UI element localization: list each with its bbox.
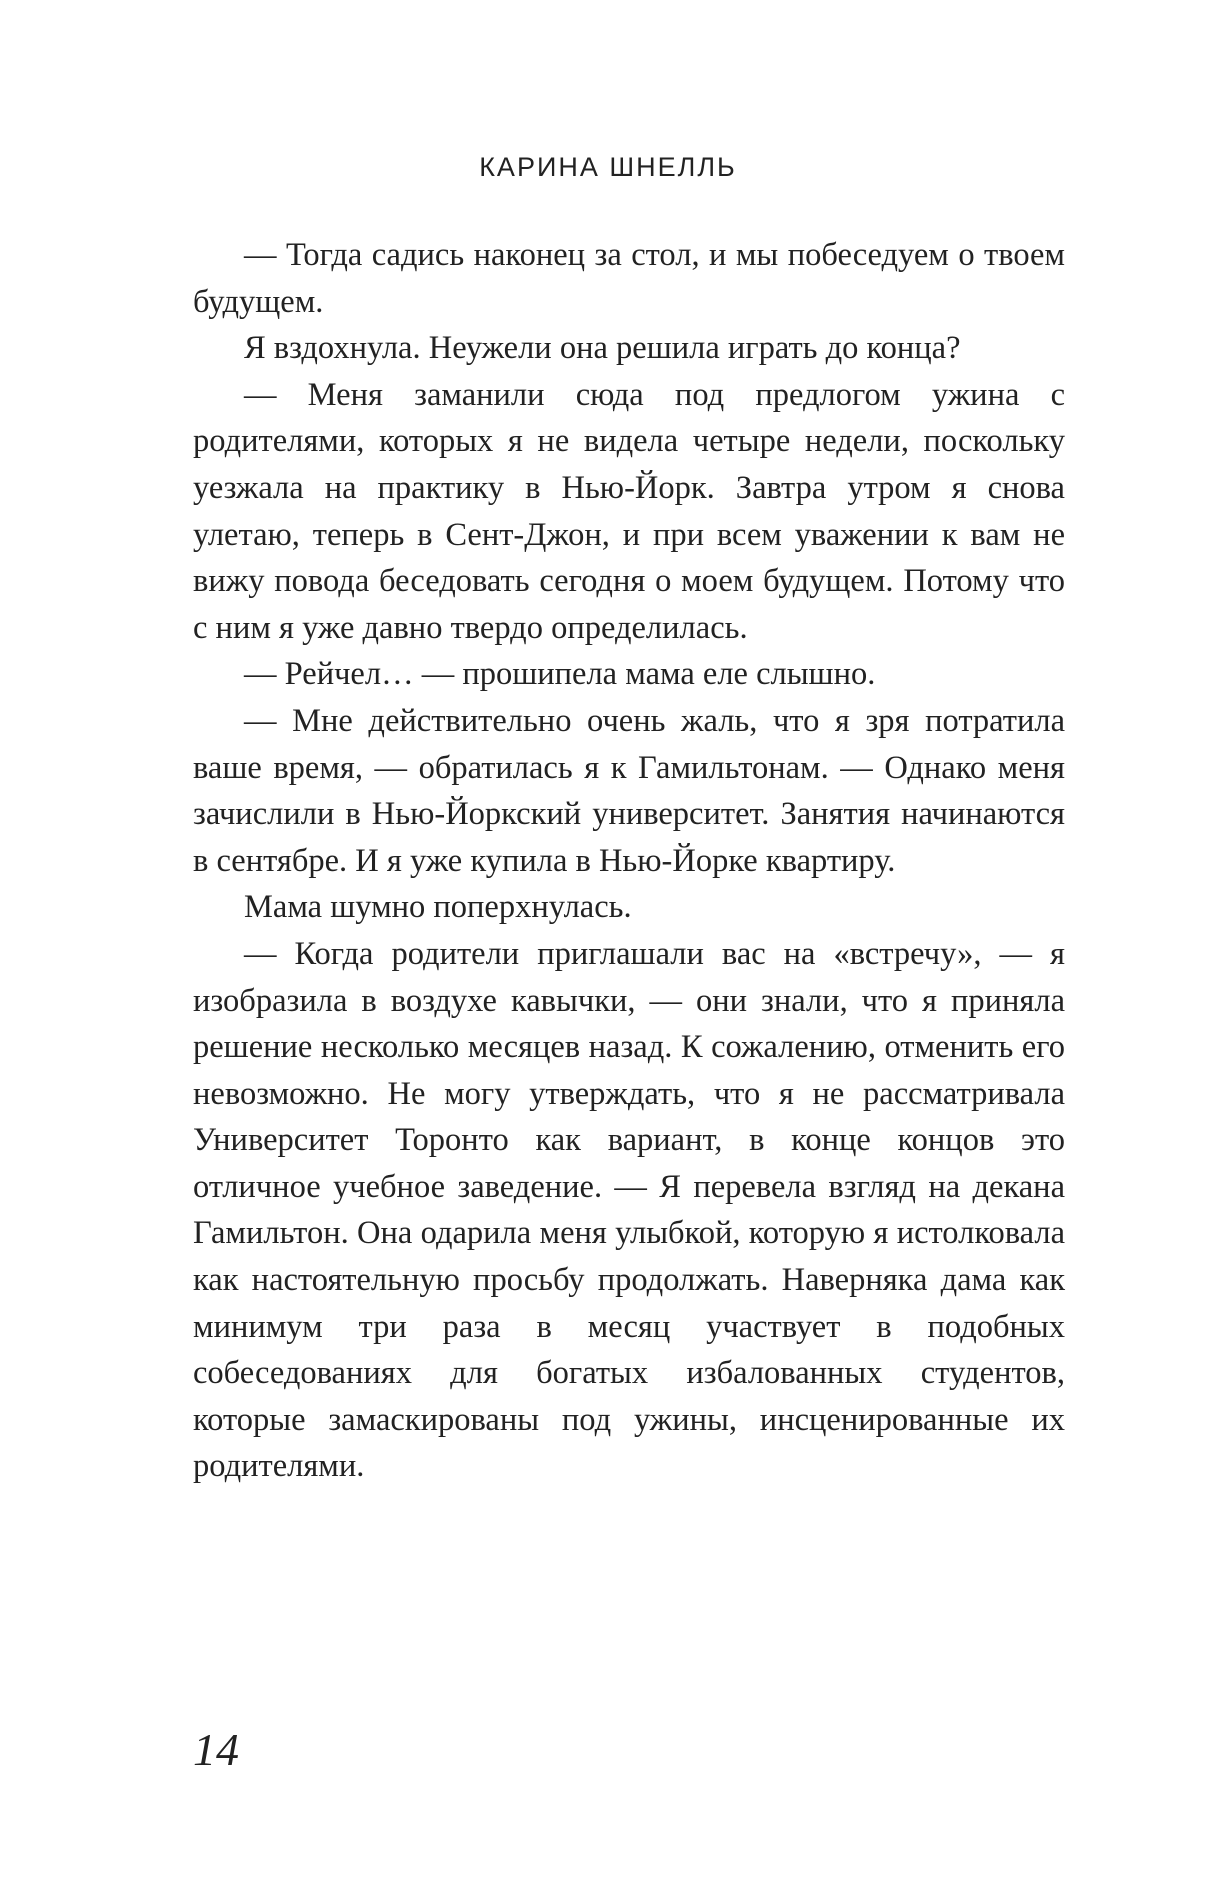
paragraph: — Мне действительно очень жаль, что я зря потратила ваше время, — обратилась я к Гамильтонам. — Однако меня зачислили в Нью-Йоркский университет. Занятия начинаются в сентябре. И я уже купила в Нью-Йорке квартиру. — [193, 702, 1065, 879]
paragraph: — Когда родители приглашали вас на «встречу», — я изобразила в воздухе кавычки, — они знали, что я приняла решение несколько месяцев назад. К сожалению, отменить его невозможно. Не могу утверждать, что я не рассматривала Университет Торонто как вариант, в конце концов это отличное учебное заведение. — Я перевела взгляд на декана Гамильтон. Она одарила меня улыбкой, которую я истолковала как настоятельную просьбу продолжать. Наверняка дама как минимум три раза в месяц участвует в подобных собеседованиях для богатых избалованных студентов, которые замаскированы под ужины, инсценированные их родителями. — [193, 935, 1065, 1485]
paragraph: Я вздохнула. Неужели она решила играть до конца? — [244, 330, 961, 367]
paragraph: Мама шумно поперхнулась. — [244, 889, 632, 926]
paragraph: — Меня заманили сюда под предлогом ужина с родителями, которых я не видела четыре недели, поскольку уезжала на практику в Нью-Йорк. Завтра утром я снова улетаю, теперь в Сент-Джон, и при всем уважении к вам не вижу повода беседовать сегодня о моем будущем. Потому что с ним я уже давно твердо определилась. — [193, 376, 1065, 646]
page-number: 14 — [193, 1724, 239, 1775]
paragraph: — Рейчел… — прошипела мама еле слышно. — [244, 656, 876, 693]
paragraph: — Тогда садись наконец за стол, и мы побеседуем о твоем будущем. — [193, 237, 1065, 320]
body-text — [193, 232, 1065, 1490]
running-header: КАРИНА ШНЕЛЛЬ — [479, 152, 737, 182]
